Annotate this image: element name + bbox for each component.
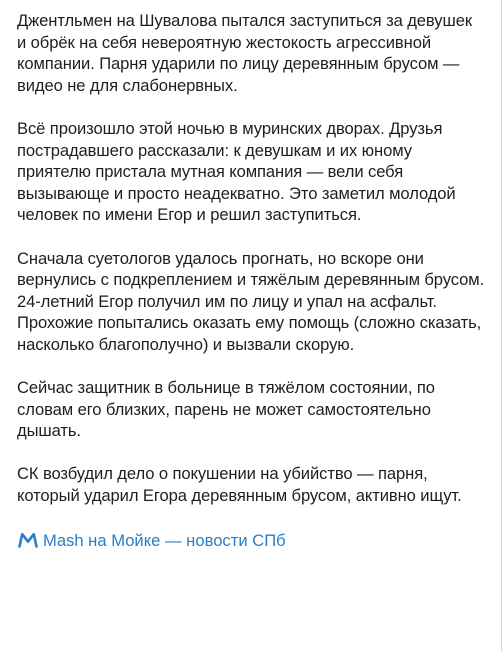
- post-paragraph-2: Всё произошло этой ночью в муринских дворах. Друзья пострадавшего рассказали: к девушкам и их юному приятелю пристала мутная компания — вели себя вызывающе и просто неадекватно. Это заметил молодой человек по имени Егор и решил заступиться.: [17, 118, 456, 225]
- post-paragraph-3: Сначала суетологов удалось прогнать, но вскоре они вернулись с подкреплением и тяжёлым деревянным брусом. 24-летний Егор получил им по лицу и упал на асфальт. Прохожие попытались оказать ему помощь (сложно сказать, насколько благополучно) и вызвали скорую.: [17, 248, 485, 354]
- channel-signature-label[interactable]: Mash на Мойке — новости СПб: [43, 530, 286, 550]
- post-paragraph-1: Джентльмен на Шувалова пытался заступиться за девушек и обрёк на себя невероятную жестокость агрессивной компании. Парня ударили по лицу деревянным брусом — видео не для слабонервных.: [17, 11, 472, 95]
- mash-logo-icon: [18, 532, 38, 548]
- post-text: [17, 10, 485, 507]
- post-paragraph-4: Сейчас защитник в больнице в тяжёлом состоянии, по словам его близких, парень не может самостоятельно дышать.: [17, 378, 435, 441]
- channel-signature-link[interactable]: [17, 530, 485, 552]
- post-paragraph-5: СК возбудил дело о покушении на убийство — парня, который ударил Егора деревянным брусом, активно ищут.: [17, 464, 462, 506]
